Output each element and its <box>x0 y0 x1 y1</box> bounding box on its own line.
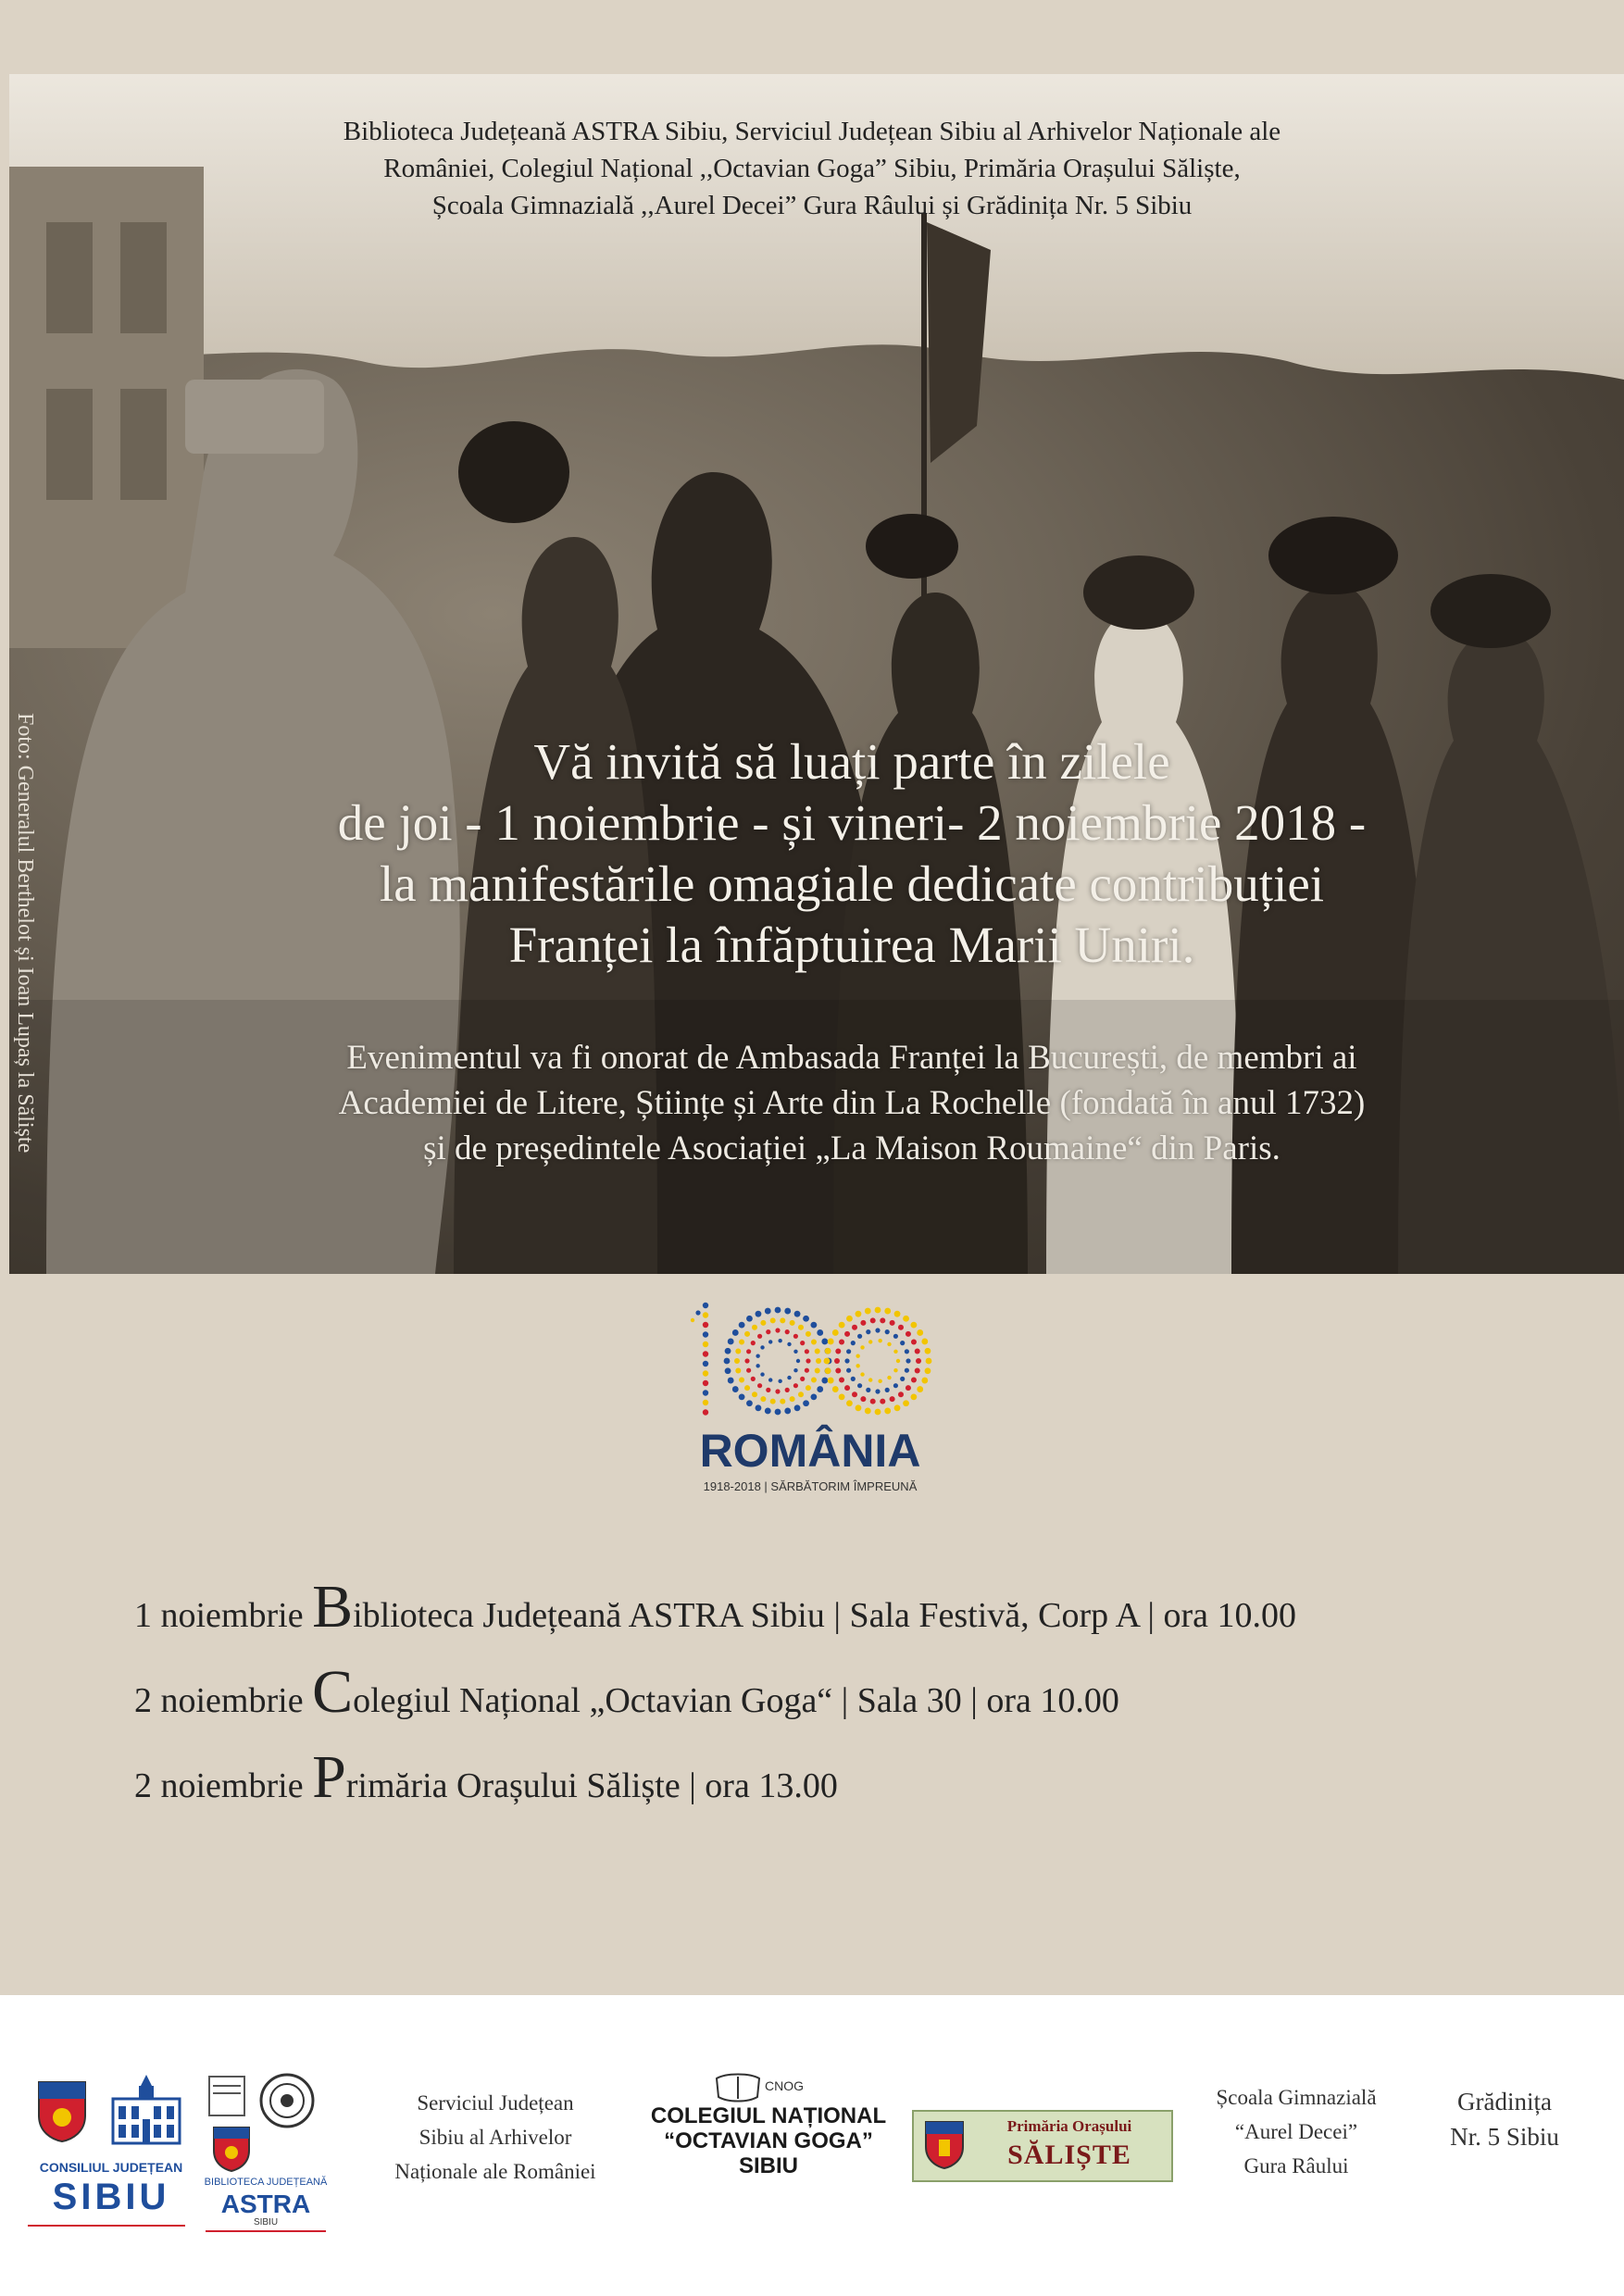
logo-dot <box>784 1308 791 1315</box>
invitation-line: la manifestările omagiale dedicate contribuției <box>379 855 1325 912</box>
logo-dot <box>852 1391 857 1397</box>
logo-dot <box>760 1320 766 1326</box>
gradinita-label <box>1412 2084 1597 2154</box>
logo-dot <box>703 1390 708 1395</box>
logo-dot <box>866 1329 870 1334</box>
logo-dot <box>770 1317 776 1323</box>
logo-dot <box>894 1311 901 1317</box>
organizers-line: Școala Gimnazială ,,Aurel Decei” Gura Râului și Grădinița Nr. 5 Sibiu <box>431 191 1193 220</box>
consiliu-label: CONSILIUL JUDEȚEAN <box>39 2160 183 2175</box>
logo-dot <box>703 1303 708 1308</box>
logo-dot <box>851 1377 856 1381</box>
logo-dot <box>703 1312 708 1317</box>
cngoga-line: COLEGIUL NAȚIONAL <box>650 2103 887 2128</box>
schedule-initial: B <box>312 1573 354 1641</box>
logo-dot <box>875 1307 881 1314</box>
logo-dot <box>828 1378 834 1384</box>
arhive-label <box>356 2086 634 2189</box>
invitation-line: Franței la înfăptuirea Marii Uniri. <box>508 917 1195 973</box>
logo-dot <box>915 1348 920 1354</box>
invitation-line: Vă invită să luați parte în zilele <box>533 733 1170 790</box>
logo-dot <box>910 1393 917 1400</box>
gradinita-line: Nr. 5 Sibiu <box>1450 2123 1559 2151</box>
logo-dot <box>744 1385 750 1391</box>
logo-dot <box>691 1318 694 1322</box>
logo-dot <box>887 1342 891 1346</box>
logo-dot <box>817 1386 823 1392</box>
logo-dot <box>744 1331 750 1337</box>
logo-dot <box>898 1325 904 1330</box>
scoala-line: Școala Gimnazială <box>1216 2086 1377 2109</box>
logo-dot <box>739 1393 745 1400</box>
invitation-line: de joi - 1 noiembrie - și vineri- 2 noiembrie 2018 - <box>337 794 1367 851</box>
astra-underline <box>206 2230 326 2232</box>
dotted-100-icon <box>685 1296 935 1426</box>
logo-dot <box>910 1322 917 1329</box>
logo-dot <box>751 1341 756 1345</box>
logo-dot <box>778 1379 781 1383</box>
logo-dot <box>856 1364 859 1367</box>
logo-dot <box>752 1391 757 1397</box>
logo-dot <box>860 1372 864 1376</box>
logo-dot <box>851 1341 856 1345</box>
logo-dot <box>821 1378 828 1384</box>
logo-dot <box>793 1334 798 1339</box>
logo-dot <box>806 1358 810 1363</box>
building-shape <box>9 167 204 648</box>
logo-dot <box>703 1380 708 1386</box>
logo-dot <box>746 1400 753 1406</box>
partners-footer <box>0 1995 1624 2296</box>
schedule-row <box>134 1735 1523 1820</box>
logo-dot <box>916 1358 921 1364</box>
logo-dot <box>805 1368 809 1373</box>
event-schedule <box>134 1565 1523 1820</box>
logo-dot <box>884 1308 891 1315</box>
logo-dot <box>752 1325 757 1330</box>
logo-dot <box>900 1377 905 1381</box>
logo-dot <box>744 1358 749 1363</box>
second-zero <box>824 1307 932 1416</box>
logo-dot <box>885 1388 890 1392</box>
logo-dot <box>925 1348 931 1354</box>
consiliu-crest-icon <box>35 2078 89 2143</box>
logo-dot <box>703 1322 708 1328</box>
logo-dot <box>887 1376 891 1379</box>
logo-dot <box>765 1308 771 1315</box>
logo-dot <box>695 1310 700 1315</box>
logo-dot <box>821 1339 828 1345</box>
schedule-row <box>134 1650 1523 1735</box>
schedule-initial: C <box>312 1658 354 1726</box>
logo-dot <box>739 1322 745 1329</box>
logo-dot <box>894 1404 901 1411</box>
logo-dot <box>866 1388 870 1392</box>
logo-dot <box>766 1329 770 1334</box>
council-building-icon <box>107 2071 185 2147</box>
logo-dot <box>917 1329 923 1336</box>
logo-dot <box>905 1349 909 1354</box>
logo-dot <box>815 1368 820 1374</box>
logo-dot <box>796 1359 800 1363</box>
invitation-text <box>111 731 1593 976</box>
logo-dot <box>806 1385 811 1391</box>
logo-dot <box>775 1328 780 1332</box>
logo-dot <box>915 1368 920 1374</box>
logo-dot <box>811 1377 817 1382</box>
logo-dot <box>860 1345 864 1349</box>
logo-dot <box>810 1393 817 1400</box>
logo-dot <box>790 1396 795 1402</box>
logo-dot <box>905 1368 909 1373</box>
logo-dot <box>756 1404 762 1411</box>
logo-dot <box>806 1331 811 1337</box>
astra-name-label: ASTRA <box>220 2190 311 2218</box>
logo-dot <box>825 1367 831 1374</box>
logo-dot <box>921 1378 928 1384</box>
schedule-date: 1 noiembrie <box>134 1596 304 1635</box>
logo-dot <box>893 1334 898 1339</box>
logo-dot <box>906 1358 910 1363</box>
primaria-saliste-label: SĂLIȘTE <box>1007 2140 1131 2170</box>
logo-dot <box>760 1345 764 1349</box>
flag <box>927 222 991 463</box>
logo-dot <box>846 1368 851 1373</box>
logo-dot <box>784 1408 791 1415</box>
scoala-label <box>1181 2080 1412 2183</box>
logo-dot <box>875 1409 881 1416</box>
logo-dot <box>785 1388 790 1392</box>
logo-dot <box>898 1391 904 1397</box>
logo-dot <box>844 1331 850 1337</box>
logo-dot <box>768 1378 772 1381</box>
logo-dot <box>890 1320 895 1326</box>
logo-dot <box>803 1316 809 1322</box>
logo-dot <box>735 1368 741 1374</box>
logo-dot <box>765 1408 771 1415</box>
logo-dot <box>846 1349 851 1354</box>
astra-crest-icon <box>211 2125 252 2173</box>
logo-word: ROMÂNIA <box>699 1425 921 1477</box>
logo-dot <box>868 1378 872 1381</box>
logo-dot <box>857 1334 862 1339</box>
scoala-line: “Aurel Decei” <box>1234 2120 1358 2143</box>
gradinita-line: Grădinița <box>1457 2088 1552 2115</box>
logo-dot <box>846 1316 853 1322</box>
logo-dot <box>746 1368 751 1373</box>
logo-dot <box>856 1311 862 1317</box>
logo-dot <box>757 1334 762 1339</box>
logo-dot <box>757 1383 762 1388</box>
logo-dot <box>839 1340 844 1345</box>
logo-dot <box>816 1358 821 1364</box>
logo-dot <box>926 1358 932 1365</box>
logo-dot <box>839 1377 844 1382</box>
primaria-line: Primăria Orașului <box>1006 2117 1132 2135</box>
logo-dot <box>703 1409 708 1415</box>
logo-dot <box>768 1340 772 1343</box>
logo-dot <box>832 1386 839 1392</box>
schedule-row <box>134 1565 1523 1650</box>
logo-dot <box>878 1379 881 1383</box>
logo-dot <box>921 1339 928 1345</box>
logo-dot <box>870 1399 876 1404</box>
logo-dot <box>794 1311 801 1317</box>
logo-dot <box>751 1377 756 1381</box>
logo-dot <box>865 1408 871 1415</box>
logo-dot <box>703 1370 708 1376</box>
logo-dot <box>739 1377 744 1382</box>
logo-dot <box>865 1308 871 1315</box>
logo-dot <box>703 1341 708 1347</box>
logo-dot <box>703 1361 708 1366</box>
logo-dot <box>835 1348 841 1354</box>
schedule-details: iblioteca Județeană ASTRA Sibiu | Sala Festivă, Corp A | ora 10.00 <box>353 1596 1297 1635</box>
event-note-line: Academiei de Litere, Științe și Arte din La Rochelle (fondată în anul 1732) <box>338 1084 1366 1122</box>
logo-dot <box>878 1339 881 1342</box>
organizers-line: României, Colegiul Național ,,Octavian Goga” Sibiu, Primăria Orașului Săliște, <box>383 154 1241 183</box>
logo-dot <box>732 1386 739 1392</box>
logo-dot <box>825 1348 831 1354</box>
schedule-details: olegiul Național „Octavian Goga“ | Sala 30 | ora 10.00 <box>353 1681 1119 1720</box>
organizers-header <box>167 113 1457 224</box>
logo-dot <box>739 1340 744 1345</box>
logo-dot <box>839 1322 845 1329</box>
logo-dot <box>911 1377 917 1382</box>
logo-dot <box>785 1329 790 1334</box>
consiliu-underline <box>28 2225 185 2227</box>
logo-dot <box>828 1339 834 1345</box>
event-note <box>111 1035 1593 1171</box>
logo-dot <box>725 1367 731 1374</box>
logo-dot <box>760 1372 764 1376</box>
logo-tagline: 1918-2018 | SĂRBĂTORIM ÎMPREUNĂ <box>703 1479 918 1493</box>
logo-dot <box>756 1354 759 1358</box>
logo-dot <box>893 1350 897 1354</box>
cngoga-mark: CNOG <box>765 2078 804 2093</box>
logo-dot <box>756 1311 762 1317</box>
logo-dot <box>875 1389 880 1393</box>
logo-dot <box>790 1320 795 1326</box>
logo-dot <box>900 1341 905 1345</box>
scoala-line: Gura Râului <box>1243 2154 1349 2177</box>
schedule-date: 2 noiembrie <box>134 1681 304 1720</box>
schedule-initial: P <box>312 1743 346 1811</box>
logo-dot <box>793 1383 798 1388</box>
logo-dot <box>885 1329 890 1334</box>
primaria-banner <box>912 2110 1173 2182</box>
arhive-line: Sibiu al Arhivelor <box>418 2126 572 2149</box>
centenary-logo <box>685 1296 935 1500</box>
logo-dot <box>875 1328 880 1332</box>
logo-dot <box>724 1358 731 1365</box>
logo-dot <box>766 1388 770 1392</box>
logo-dot <box>734 1358 740 1364</box>
logo-dot <box>770 1399 776 1404</box>
astra-emblem-icon <box>204 2073 250 2119</box>
logo-dot <box>896 1359 900 1363</box>
cngoga-line: “OCTAVIAN GOGA” <box>664 2128 873 2153</box>
event-note-line: și de președintele Asociației „La Maison Roumaine“ din Paris. <box>423 1129 1280 1167</box>
schedule-details: rimăria Orașului Săliște | ora 13.00 <box>345 1766 838 1805</box>
digit-one <box>691 1303 708 1416</box>
cngoga-label <box>630 2103 907 2178</box>
logo-dot <box>703 1351 708 1356</box>
logo-dot <box>794 1404 801 1411</box>
logo-dot <box>728 1339 734 1345</box>
logo-dot <box>800 1377 805 1381</box>
logo-dot <box>839 1393 845 1400</box>
logo-dot <box>911 1340 917 1345</box>
logo-dot <box>775 1409 781 1416</box>
logo-dot <box>906 1385 911 1391</box>
logo-dot <box>880 1399 885 1404</box>
logo-dot <box>732 1329 739 1336</box>
logo-dot <box>824 1358 831 1365</box>
arhive-line: Naționale ale României <box>394 2160 596 2183</box>
logo-dot <box>860 1396 866 1402</box>
logo-dot <box>884 1408 891 1415</box>
logo-dot <box>811 1340 817 1345</box>
logo-dot <box>756 1364 759 1367</box>
logo-dot <box>787 1376 791 1379</box>
logo-dot <box>856 1404 862 1411</box>
logo-dot <box>793 1350 797 1354</box>
logo-dot <box>735 1348 741 1354</box>
logo-dot <box>844 1358 849 1363</box>
logo-dot <box>817 1329 823 1336</box>
cngoga-line: SIBIU <box>738 2153 798 2178</box>
logo-dot <box>880 1317 885 1323</box>
logo-dot <box>778 1339 781 1342</box>
logo-dot <box>800 1341 805 1345</box>
logo-dot <box>793 1368 797 1372</box>
astra-sibiu-label: SIBIU <box>253 2217 279 2227</box>
photo-caption: Foto: Generalul Berthelot și Ioan Lupaș la Săliște <box>13 713 37 1154</box>
arhive-line: Serviciul Județean <box>417 2091 574 2115</box>
schedule-date: 2 noiembrie <box>134 1766 304 1805</box>
logo-dot <box>844 1385 850 1391</box>
consiliu-sibiu-label: SIBIU <box>52 2177 170 2217</box>
logo-dot <box>903 1316 909 1322</box>
primaria-crest-icon <box>923 2119 966 2171</box>
logo-dot <box>815 1348 820 1354</box>
first-zero <box>724 1307 832 1416</box>
logo-dot <box>893 1383 898 1388</box>
logo-dot <box>832 1329 839 1336</box>
logo-dot <box>746 1316 753 1322</box>
astra-label: BIBLIOTECA JUDEȚEANĂ <box>204 2177 328 2188</box>
logo-dot <box>798 1325 804 1330</box>
logo-dot <box>703 1331 708 1337</box>
cngoga-emblem-icon <box>713 2071 763 2104</box>
logo-dot <box>810 1322 817 1329</box>
seal-icon <box>257 2071 317 2130</box>
logo-dot <box>775 1389 780 1393</box>
logo-dot <box>780 1399 785 1404</box>
logo-dot <box>856 1354 859 1358</box>
logo-dot <box>746 1349 751 1354</box>
logo-dot <box>728 1378 734 1384</box>
logo-dot <box>870 1317 876 1323</box>
logo-dot <box>860 1320 866 1326</box>
logo-dot <box>846 1400 853 1406</box>
logo-dot <box>775 1307 781 1314</box>
logo-dot <box>835 1368 841 1374</box>
logo-dot <box>868 1340 872 1343</box>
logo-dot <box>760 1396 766 1402</box>
logo-dot <box>852 1325 857 1330</box>
event-note-line: Evenimentul va fi onorat de Ambasada Franței la București, de membri ai <box>346 1039 1357 1077</box>
logo-dot <box>725 1348 731 1354</box>
logo-dot <box>893 1368 897 1372</box>
logo-dot <box>798 1391 804 1397</box>
organizers-line: Biblioteca Județeană ASTRA Sibiu, Serviciul Județean Sibiu al Arhivelor Naționale ale <box>343 117 1281 146</box>
logo-dot <box>906 1331 911 1337</box>
logo-dot <box>780 1317 785 1323</box>
logo-dot <box>903 1400 909 1406</box>
logo-dot <box>803 1400 809 1406</box>
logo-dot <box>857 1383 862 1388</box>
logo-dot <box>890 1396 895 1402</box>
logo-dot <box>917 1386 923 1392</box>
logo-dot <box>787 1342 791 1346</box>
logo-dot <box>925 1367 931 1374</box>
logo-dot <box>703 1400 708 1405</box>
logo-dot <box>805 1349 809 1354</box>
logo-dot <box>834 1358 840 1364</box>
